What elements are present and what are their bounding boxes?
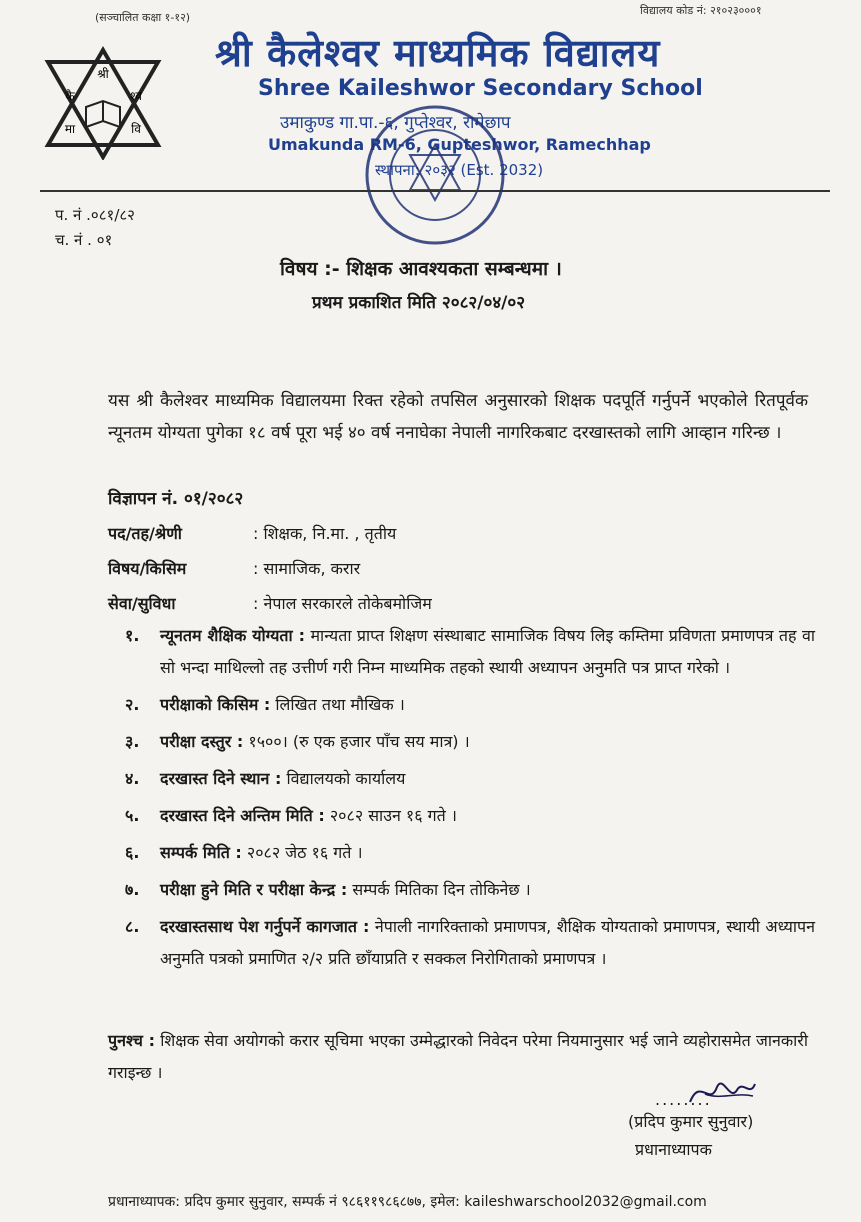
subject-line: विषय :- शिक्षक आवश्यकता सम्बन्धमा । — [280, 258, 562, 280]
book-icon — [86, 101, 120, 127]
logo-letter: श्व — [130, 89, 142, 103]
field-value: : नेपाल सरकारले तोकेबमोजिम — [253, 594, 432, 613]
list-item: ७. परीक्षा हुने मिति र परीक्षा केन्द्र : सम्पर्क मितिका दिन तोकिनेछ । — [125, 880, 531, 899]
field-row-subject — [108, 557, 360, 579]
school-logo — [38, 45, 168, 160]
list-item: ४. दरखास्त दिने स्थान : विद्यालयको कार्यालय — [125, 769, 406, 788]
school-name-english: Shree Kaileshwor Secondary School — [258, 76, 703, 101]
field-row-facility — [108, 592, 432, 614]
list-item: ६. सम्पर्क मिति : २०८२ जेठ १६ गते । — [125, 843, 363, 862]
requirements-list — [125, 620, 815, 980]
intro-paragraph: यस श्री कैलेश्वर माध्यमिक विद्यालयमा रिक्त रहेको तपसिल अनुसारको शिक्षक पदपूर्ति गर्नुपर्ने भएकोले रितपूर्वक न्यूनतम योग्यता पुगेका १८ वर्ष पूरा भई ४० वर्ष ननाघेका नेपाली नागरिकबाट दरखास्तको लागि आव्हान गरिन्छ । — [108, 391, 808, 443]
field-row-post — [108, 522, 396, 544]
dispatch-number: च. नं . ०१ — [55, 231, 113, 249]
field-label: पद/तह/श्रेणी — [108, 524, 182, 543]
school-stamp — [360, 100, 510, 250]
header-divider — [40, 190, 830, 192]
postscript: पुनश्च : शिक्षक सेवा अयोगको करार सूचिमा भएका उम्मेद्धारको निवेदन परेमा नियमानुसार भई जाने व्यहोरासमेत जानकारी गराइन्छ । — [108, 1031, 808, 1082]
field-value: : शिक्षक, नि.मा. , तृतीय — [253, 524, 397, 543]
address-english: Umakunda RM-6, Gupteshwor, Ramechhap — [268, 135, 651, 154]
first-published-date: प्रथम प्रकाशित मिति २०८२/०४/०२ — [312, 293, 526, 313]
footer-contact: प्रधानाध्यापक: प्रदिप कुमार सुनुवार, सम्पर्क नं ९८६११९८६८७७, इमेल: kaileshwarschool2032@gmail.com — [108, 1194, 707, 1210]
approved-classes: (सञ्चालित कक्षा १-१२) — [95, 11, 191, 24]
list-item: १. न्यूनतम शैक्षिक योग्यता : मान्यता प्राप्त शिक्षण संस्थाबाट सामाजिक विषय लिइ कम्तिमा प्रविणता प्रमाणपत्र तह वा सो भन्दा माथिल्लो तह उत्तीर्ण गरी निम्न माध्यमिक तहको स्थायी अध्यापन अनुमति पत्र प्राप्त गरेको । — [125, 626, 815, 677]
field-label: सेवा/सुविधा — [108, 594, 176, 613]
field-label: विषय/किसिम — [108, 559, 187, 578]
signatory-designation: प्रधानाध्यापक — [635, 1140, 712, 1159]
letter-number: प. नं .०८१/८२ — [55, 206, 135, 224]
established-year: स्थापना: २०३२ (Est. 2032) — [375, 161, 544, 179]
list-item: ८. दरखास्तसाथ पेश गर्नुपर्ने कागजात : नेपाली नागरिक्ताको प्रमाणपत्र, शैक्षिक योग्यताको प्रमाणपत्र, स्थायी अध्यापन अनुमति पत्रको प्रमाणित २/२ प्रति छाँयाप्रति र सक्कल निरोगिताको प्रमाणपत्र । — [125, 917, 815, 968]
list-item: ५. दरखास्त दिने अन्तिम मिति : २०८२ साउन १६ गते । — [125, 806, 457, 825]
signature-line: ........ — [655, 1090, 712, 1109]
logo-letter: वि — [131, 122, 141, 136]
address-nepali: उमाकुण्ड गा.पा.-६, गुप्तेश्वर, रामेछाप — [280, 113, 511, 133]
logo-letter: श्री — [97, 67, 109, 81]
list-item: ३. परीक्षा दस्तुर : १५००। (रु एक हजार पाँच सय मात्र) । — [125, 732, 470, 751]
advertisement-number: विज्ञापन नं. ०१/२०८२ — [108, 489, 244, 509]
school-code: विद्यालय कोड नं: २१०२३०००१ — [640, 4, 762, 17]
logo-letter: मा — [64, 122, 76, 136]
list-item: २. परीक्षाको किसिम : लिखित तथा मौखिक । — [125, 695, 405, 714]
field-value: : सामाजिक, करार — [253, 559, 361, 578]
signatory-name: (प्रदिप कुमार सुनुवार) — [628, 1112, 754, 1131]
school-name-nepali: श्री कैलेश्वर माध्यमिक विद्यालय — [215, 31, 661, 75]
logo-letter: कै — [65, 89, 75, 103]
